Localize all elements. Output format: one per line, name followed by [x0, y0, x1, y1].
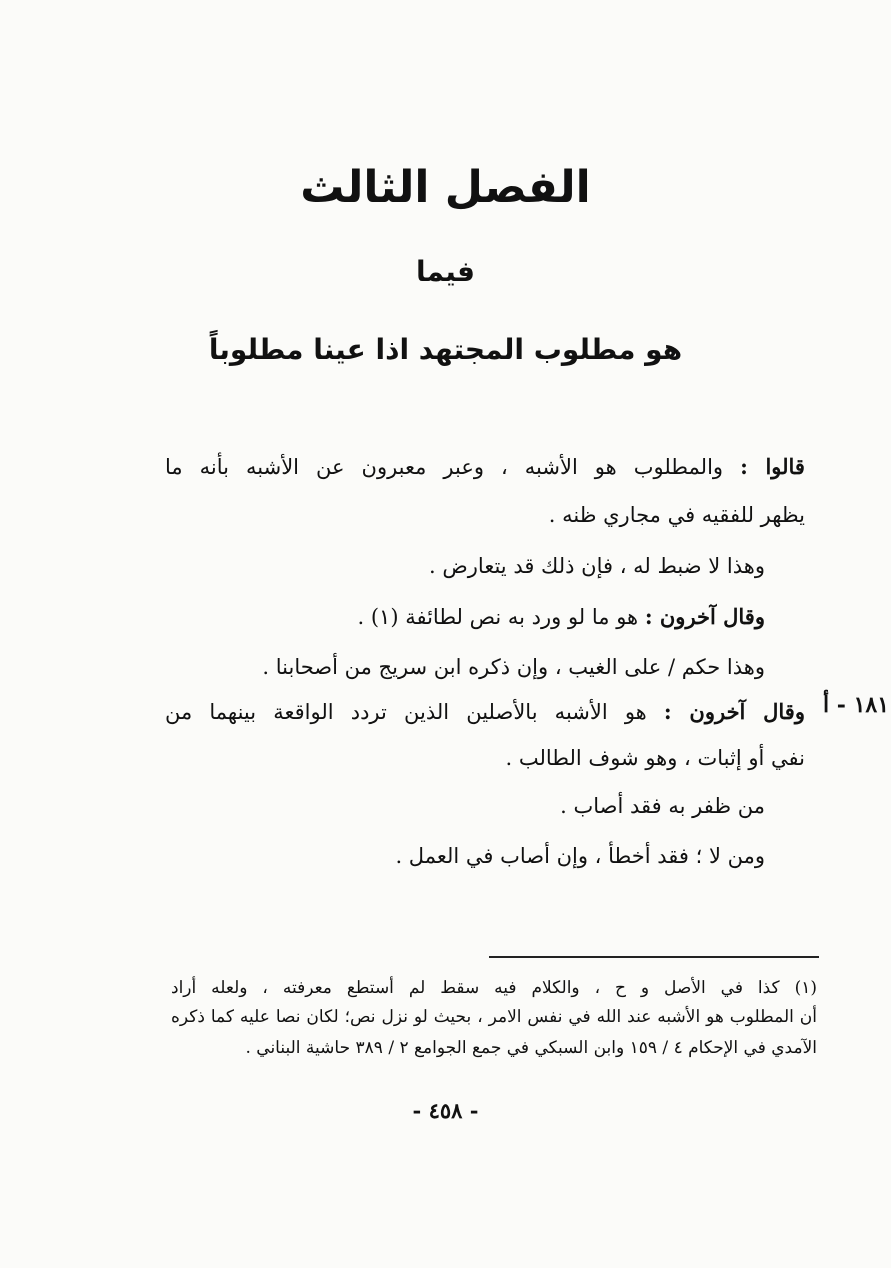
footnote-separator — [489, 956, 819, 958]
paragraph-5-lead: وقال آخرون : — [663, 699, 805, 724]
chapter-title: الفصل الثالث — [300, 162, 591, 213]
chapter-subtitle-line-1: فيما — [415, 255, 476, 288]
page-number: - ٤٥٨ - — [412, 1098, 479, 1123]
paragraph-1-line-1 — [165, 452, 805, 482]
paragraph-3-lead: وقال آخرون : — [644, 604, 765, 629]
paragraph-7: ومن لا ؛ فقد أخطأ ، وإن أصاب في العمل . — [395, 844, 765, 868]
paragraph-5-text: هو الأشبه بالأصلين الذين تردد الواقعة بينهما من — [165, 700, 647, 724]
paragraph-3 — [358, 602, 766, 632]
paragraph-1-lead: قالوا : — [740, 454, 805, 479]
paragraph-2: وهذا لا ضبط له ، فإن ذلك قد يتعارض . — [429, 554, 765, 578]
paragraph-5-line-2: نفي أو إثبات ، وهو شوف الطالب . — [505, 746, 805, 770]
margin-folio-reference: ١٨١ - أ — [823, 692, 890, 718]
paragraph-1-line-2: يظهر للفقيه في مجاري ظنه . — [548, 503, 805, 527]
paragraph-5-line-1 — [165, 697, 805, 727]
paragraph-6: من ظفر به فقد أصاب . — [560, 794, 765, 818]
paragraph-3-text: هو ما لو ورد به نص لطائفة (١) . — [357, 605, 639, 629]
paragraph-4: وهذا حكم / على الغيب ، وإن ذكره ابن سريج من أصحابنا . — [262, 655, 765, 679]
footnote-line-2: أن المطلوب هو الأشبه عند الله في نفس الامر ، بحيث لو نزل نص؛ لكان نصا عليه كما ذكره — [171, 1007, 817, 1027]
chapter-subtitle-line-2: هو مطلوب المجتهد اذا عينا مطلوباً — [208, 333, 683, 366]
paragraph-1-text: والمطلوب هو الأشبه ، وعبر معبرون عن الأشبه بأنه ما — [165, 455, 724, 479]
footnote-line-1: (١) كذا في الأصل و ح ، والكلام فيه سقط لم أستطع معرفته ، ولعله أراد — [171, 978, 817, 998]
footnote-line-3: الآمدي في الإحكام ٤ / ١٥٩ وابن السبكي في جمع الجوامع ٢ / ٣٨٩ حاشية البناني . — [245, 1038, 817, 1058]
